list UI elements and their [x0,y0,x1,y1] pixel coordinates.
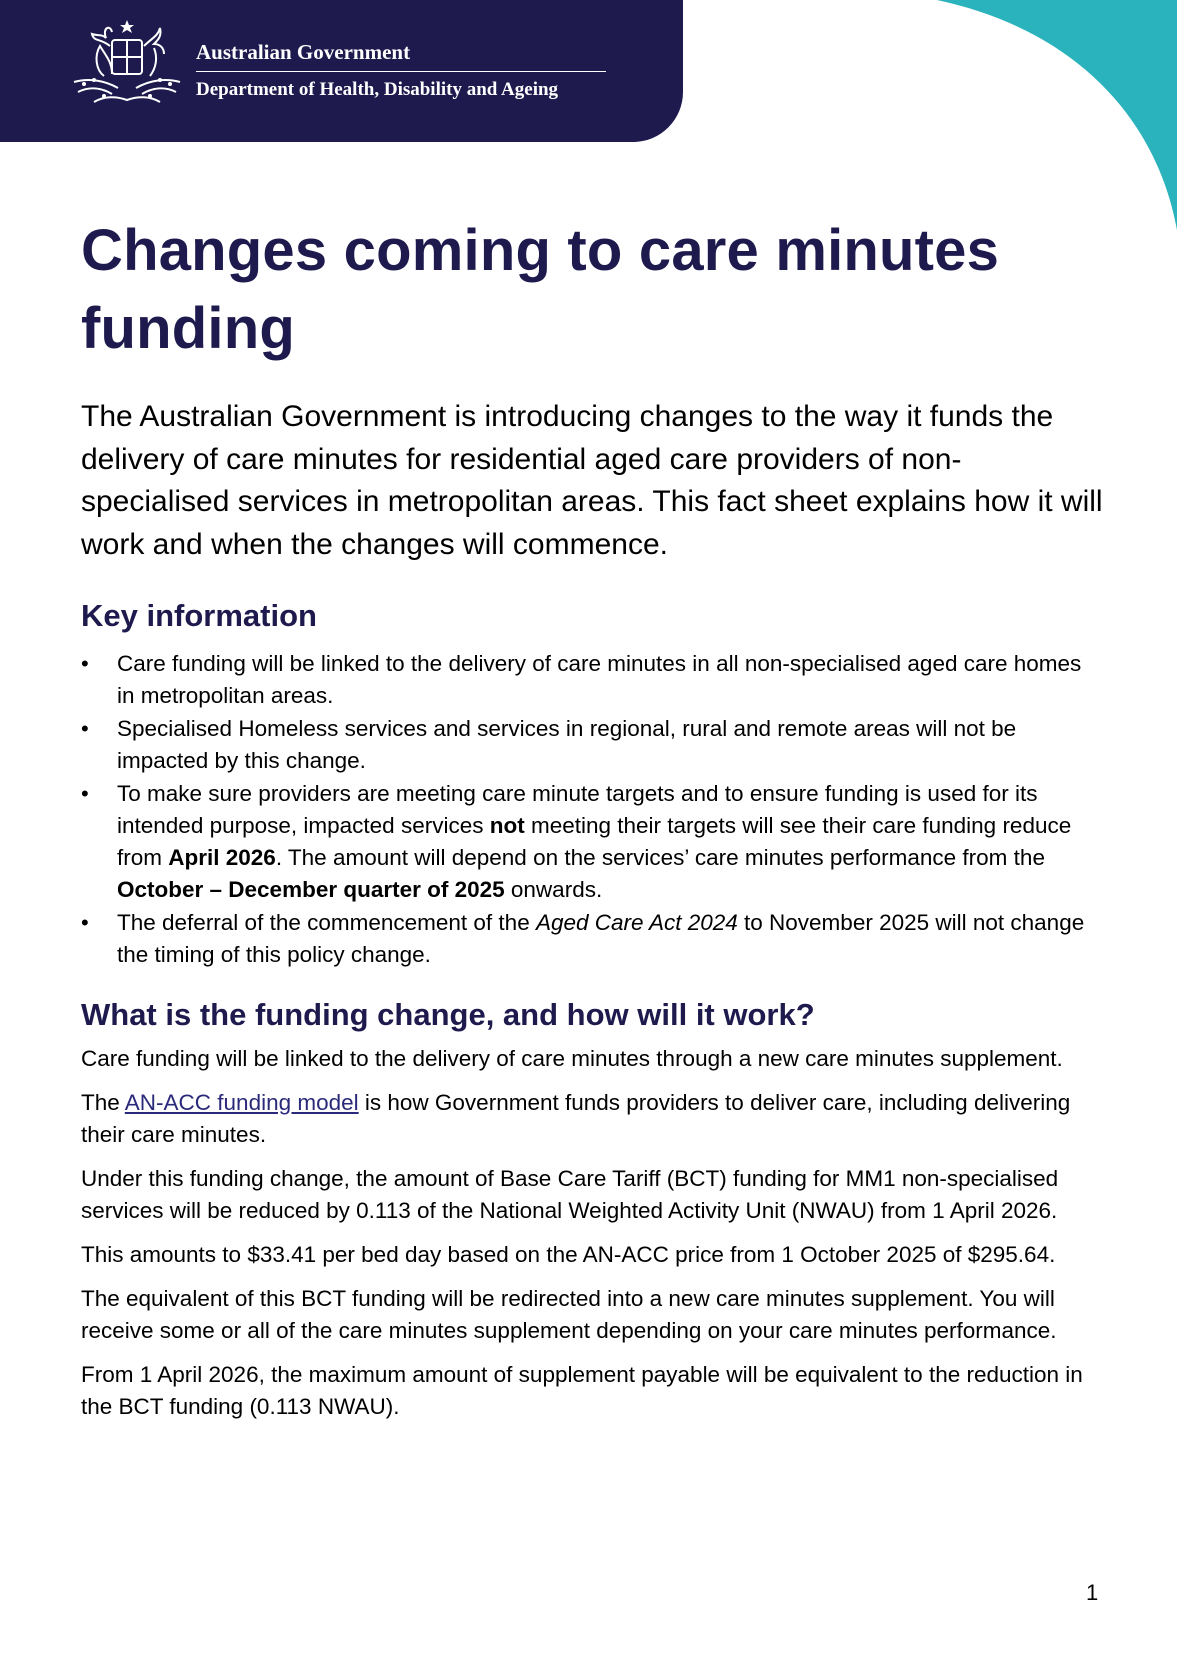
document-body [81,212,1105,1423]
page-title: Changes coming to care minutes funding [81,218,1000,361]
paragraph: Under this funding change, the amount of Base Care Tariff (BCT) funding for MM1 non-specialised services will be reduced by 0.113 of the National Weighted Activity Unit (NWAU) from 1 April 2026. [81,1166,1059,1223]
bullet-text: The deferral of the commencement of the [117,910,536,935]
list-item [81,713,1105,777]
bullet-text: onwards. [504,877,603,902]
government-name: Australian Government [196,40,411,64]
list-item [81,778,1105,906]
coat-of-arms-icon [64,16,190,108]
bold-text: not [489,813,525,838]
paragraph: This amounts to $33.41 per bed day based on the AN-ACC price from 1 October 2025 of $295.64. [81,1242,1056,1267]
bullet-text: To make sure providers are meeting care minute targets and to ensure funding is used for its intended purpose, impacted services [117,781,1038,838]
list-item [81,907,1105,971]
paragraph: Care funding will be linked to the delivery of care minutes through a new care minutes supplement. [81,1046,1063,1071]
paragraph-text: is how Government funds providers to deliver care, including delivering their care minutes. [81,1090,1071,1147]
paragraph [81,1087,1105,1151]
an-acc-funding-model-link[interactable]: AN-ACC funding model [124,1090,359,1115]
decorative-swoosh [937,0,1177,230]
key-information-list [81,648,1105,971]
paragraph: The equivalent of this BCT funding will be redirected into a new care minutes supplement. You will receive some or all of the care minutes supplement depending on your care minutes performance. [81,1286,1057,1343]
bullet-text: . The amount will depend on the services’ care minutes performance from the [275,845,1045,870]
bullet-text: Care funding will be linked to the delivery of care minutes in all non-specialised aged care homes in metropolitan areas. [117,651,1082,708]
bullet-text: Specialised Homeless services and services in regional, rural and remote areas will not be impacted by this change. [117,716,1017,773]
bold-text: October – December quarter of 2025 [117,877,505,902]
header-divider [196,71,606,72]
department-name: Department of Health, Disability and Ageing [196,79,559,100]
bullet-text: meeting their targets will see their care funding reduce from [117,813,1072,870]
header-banner [0,0,683,142]
list-item [81,648,1105,712]
bold-text: April 2026 [168,845,276,870]
key-information-heading: Key information [81,598,317,633]
funding-change-heading: What is the funding change, and how will it work? [81,997,815,1032]
paragraph-text: The [81,1090,125,1115]
bullet-text: to November 2025 will not change the timing of this policy change. [117,910,1085,967]
intro-paragraph: The Australian Government is introducing changes to the way it funds the delivery of care minutes for residential aged care providers of non-specialised services in metropolitan areas. This fact sheet explains how it will work and when the changes will commence. [81,400,1103,561]
paragraph: From 1 April 2026, the maximum amount of supplement payable will be equivalent to the reduction in the BCT funding (0.113 NWAU). [81,1362,1083,1419]
page-number: 1 [1086,1580,1099,1605]
act-title: Aged Care Act 2024 [535,910,738,935]
